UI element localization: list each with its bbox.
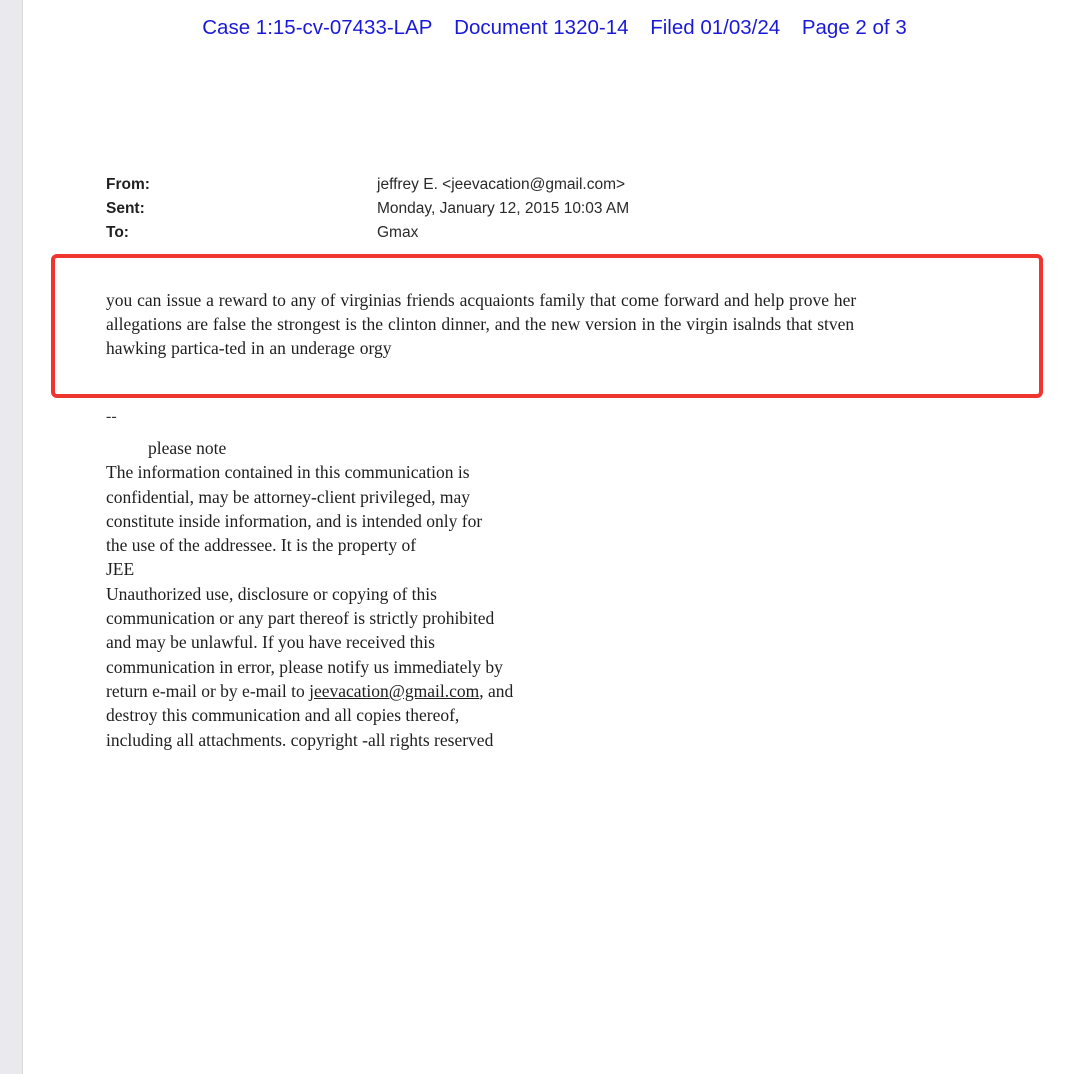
signature-line: the use of the addressee. It is the property of — [106, 535, 417, 556]
page-number: Page 2 of 3 — [801, 16, 907, 39]
signature-separator: -- — [106, 408, 117, 425]
sent-value: Monday, January 12, 2015 10:03 AM — [377, 200, 630, 217]
signature-line: and may be unlawful. If you have received this — [106, 632, 435, 653]
signature-line: including all attachments. copyright -all rights reserved — [106, 729, 494, 750]
return-suffix: , and — [479, 680, 514, 701]
filed-date: Filed 01/03/24 — [650, 16, 781, 39]
signature-note: please note — [148, 438, 227, 458]
case-number: Case 1:15-cv-07433-LAP — [202, 16, 433, 39]
to-value: Gmax — [377, 224, 419, 241]
signature-line: communication or any part thereof is strictly prohibited — [106, 608, 495, 629]
signature-block — [106, 436, 626, 752]
signature-line: The information contained in this communication is — [106, 462, 470, 483]
document-page — [22, 0, 1085, 1074]
email-body — [106, 288, 1031, 360]
return-prefix: return e-mail or by e-mail to — [106, 680, 310, 701]
signature-line: constitute inside information, and is intended only for — [106, 510, 483, 531]
to-label: To: — [106, 224, 129, 241]
to-row — [106, 221, 629, 245]
from-value: jeffrey E. <jeevacation@gmail.com> — [377, 176, 626, 193]
signature-line: destroy this communication and all copies thereof, — [106, 705, 460, 726]
email-link[interactable]: jeevacation@gmail.com — [309, 680, 480, 701]
document-number: Document 1320-14 — [454, 16, 629, 39]
body-line: you can issue a reward to any of virginias friends acquaionts family that come forward and help prove her — [106, 290, 857, 310]
signature-line: confidential, may be attorney-client privileged, may — [106, 486, 470, 507]
signature-line: communication in error, please notify us immediately by — [106, 656, 503, 677]
signature-return-line — [106, 679, 626, 703]
email-header — [106, 173, 629, 245]
signature-line: Unauthorized use, disclosure or copying of this — [106, 583, 437, 604]
sent-label: Sent: — [106, 200, 145, 217]
case-header — [23, 16, 1085, 40]
body-line: hawking partica-ted in an underage orgy — [106, 338, 392, 358]
from-label: From: — [106, 176, 150, 193]
from-row — [106, 173, 629, 197]
sent-row — [106, 197, 629, 221]
signature-line: JEE — [106, 559, 135, 580]
body-line: allegations are false the strongest is the clinton dinner, and the new version in the virgin isalnds that stven — [106, 314, 855, 334]
